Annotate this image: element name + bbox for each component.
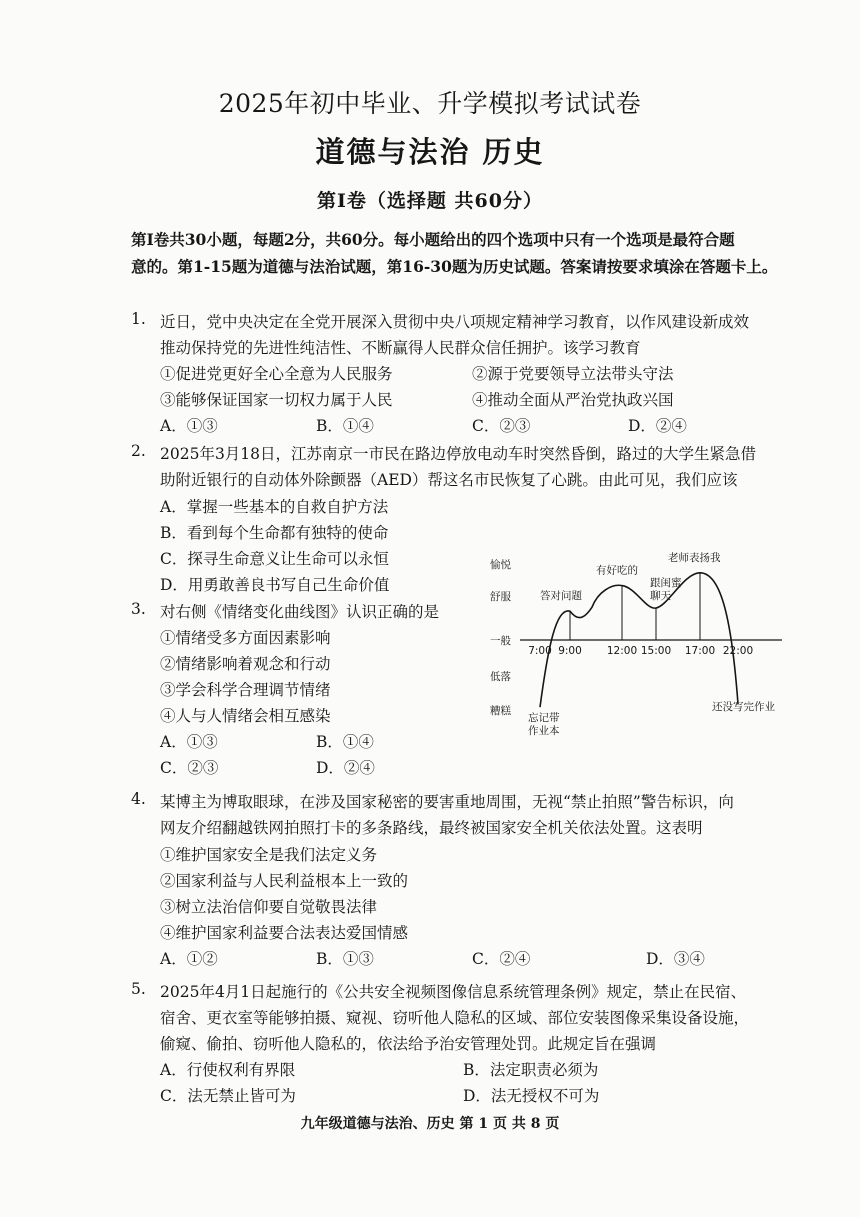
q4-item-3: ③树立法治信仰要自觉敬畏法律 bbox=[160, 898, 378, 916]
q3-option-c[interactable]: C．②③ bbox=[160, 759, 219, 777]
instructions-line-1: 第Ⅰ卷共30小题，每题2分，共60分。每小题给出的四个选项中只有一个选项是最符合题 bbox=[131, 230, 735, 249]
chart-x-tick-4: 17:00 bbox=[684, 645, 716, 657]
q1-stem-line-2: 推动保持党的先进性纯洁性、不断赢得人民群众信任拥护。该学习教育 bbox=[160, 339, 641, 357]
chart-ylevel-0: 愉悦 bbox=[490, 559, 511, 571]
q4-option-c[interactable]: C．②④ bbox=[472, 950, 531, 968]
exam-subject: 道德与法治 历史 bbox=[315, 135, 545, 169]
q2-number: 2. bbox=[131, 442, 146, 460]
q3-option-d[interactable]: D．②④ bbox=[316, 759, 375, 777]
emotion-curve-chart bbox=[486, 520, 826, 750]
q3-number: 3. bbox=[131, 600, 146, 618]
exam-title: 2025年初中毕业、升学模拟考试试卷 bbox=[218, 89, 642, 118]
chart-x-tick-5: 22:00 bbox=[722, 645, 754, 657]
chart-point-label-0: 忘记带 bbox=[528, 712, 560, 725]
q2-option-c[interactable]: C．探寻生命意义让生命可以永恒 bbox=[160, 550, 389, 568]
chart-point-label-4: 老师表扬我 bbox=[668, 551, 721, 564]
q3-item-2: ②情绪影响着观念和行动 bbox=[160, 655, 331, 673]
chart-point-label-3-cont: 聊天 bbox=[650, 590, 671, 602]
q4-option-a[interactable]: A．①② bbox=[160, 950, 218, 968]
q5-option-d[interactable]: D．法无授权不可为 bbox=[463, 1087, 600, 1105]
q1-item-4: ④推动全面从严治党执政兴国 bbox=[472, 391, 674, 409]
q1-item-2: ②源于党要领导立法带头守法 bbox=[472, 365, 674, 383]
q4-option-d[interactable]: D．③④ bbox=[646, 950, 705, 968]
q4-item-2: ②国家利益与人民利益根本上一致的 bbox=[160, 872, 409, 890]
q3-item-3: ③学会科学合理调节情绪 bbox=[160, 681, 331, 699]
q5-option-c[interactable]: C．法无禁止皆可为 bbox=[160, 1087, 296, 1105]
q1-option-b[interactable]: B．①④ bbox=[316, 417, 374, 435]
q3-option-b[interactable]: B．①④ bbox=[316, 733, 374, 751]
q2-option-a[interactable]: A．掌握一些基本的自救自护方法 bbox=[160, 498, 389, 516]
q5-option-b[interactable]: B．法定职责必须为 bbox=[463, 1061, 599, 1079]
q5-stem-line-1: 2025年4月1日起施行的《公共安全视频图像信息系统管理条例》规定，禁止在民宿、 bbox=[160, 983, 747, 1001]
q1-item-3: ③能够保证国家一切权力属于人民 bbox=[160, 391, 393, 409]
chart-x-tick-2: 12:00 bbox=[606, 645, 638, 657]
chart-ylevel-3: 低落 bbox=[490, 671, 511, 683]
q4-item-1: ①维护国家安全是我们法定义务 bbox=[160, 846, 378, 864]
q3-item-4: ④人与人情绪会相互感染 bbox=[160, 707, 331, 725]
chart-ylevel-1: 舒服 bbox=[490, 591, 511, 603]
q1-item-1: ①促进党更好全心全意为人民服务 bbox=[160, 365, 393, 383]
q3-option-a[interactable]: A．①③ bbox=[160, 733, 218, 751]
chart-point-label-1: 答对问题 bbox=[540, 590, 582, 603]
q5-option-a[interactable]: A．行使权利有界限 bbox=[160, 1061, 296, 1079]
chart-x-tick-0: 7:00 bbox=[528, 645, 552, 657]
q2-option-b[interactable]: B．看到每个生命都有独特的使命 bbox=[160, 524, 389, 542]
q1-number: 1. bbox=[131, 310, 146, 328]
q3-stem: 对右侧《情绪变化曲线图》认识正确的是 bbox=[160, 603, 440, 621]
q1-option-a[interactable]: A．①③ bbox=[160, 417, 218, 435]
q4-option-b[interactable]: B．①③ bbox=[316, 950, 374, 968]
chart-x-tick-3: 15:00 bbox=[640, 645, 672, 657]
page-footer: 九年级道德与法治、历史 第 1 页 共 8 页 bbox=[300, 1116, 560, 1132]
q1-option-d[interactable]: D．②④ bbox=[628, 417, 687, 435]
section-heading: 第Ⅰ卷（选择题 共60分） bbox=[317, 190, 543, 212]
q4-number: 4. bbox=[131, 790, 146, 808]
q5-stem-line-3: 偷窥、偷拍、窃听他人隐私的，依法给予治安管理处罚。此规定旨在强调 bbox=[160, 1035, 657, 1053]
q1-stem-line-1: 近日，党中央决定在全党开展深入贯彻中央八项规定精神学习教育，以作风建设新成效 bbox=[160, 313, 750, 331]
chart-point-label-0-cont: 作业本 bbox=[528, 725, 560, 738]
chart-point-label-2: 有好吃的 bbox=[596, 564, 638, 577]
q4-stem-line-1: 某博主为博取眼球，在涉及国家秘密的要害重地周围，无视“禁止拍照”警告标识，向 bbox=[160, 793, 734, 811]
q2-stem-line-2: 助附近银行的自动体外除颤器（AED）帮这名市民恢复了心跳。由此可见，我们应该 bbox=[160, 471, 738, 489]
chart-ylevel-4: 糟糕 bbox=[490, 705, 511, 717]
chart-x-tick-1: 9:00 bbox=[558, 645, 582, 657]
instructions-line-2: 意的。第1-15题为道德与法治试题，第16-30题为历史试题。答案请按要求填涂在答题卡上。 bbox=[131, 257, 778, 276]
q4-item-4: ④维护国家利益要合法表达爱国情感 bbox=[160, 924, 409, 942]
chart-point-label-5: 还没写完作业 bbox=[712, 701, 775, 713]
q3-item-1: ①情绪受多方面因素影响 bbox=[160, 629, 331, 647]
q1-option-c[interactable]: C．②③ bbox=[472, 417, 531, 435]
q2-option-d[interactable]: D．用勇敢善良书写自己生命价值 bbox=[160, 576, 390, 594]
q2-stem-line-1: 2025年3月18日，江苏南京一市民在路边停放电动车时突然昏倒，路过的大学生紧急借 bbox=[160, 445, 757, 463]
q5-stem-line-2: 宿舍、更衣室等能够拍摄、窥视、窃听他人隐私的区域、部位安装图像采集设备设施， bbox=[160, 1009, 750, 1027]
q4-stem-line-2: 网友介绍翻越铁网拍照打卡的多条路线，最终被国家安全机关依法处置。这表明 bbox=[160, 819, 703, 837]
chart-point-label-3: 跟闺蜜 bbox=[650, 577, 682, 589]
chart-ylevel-2: 一般 bbox=[490, 635, 511, 647]
q5-number: 5. bbox=[131, 980, 146, 998]
